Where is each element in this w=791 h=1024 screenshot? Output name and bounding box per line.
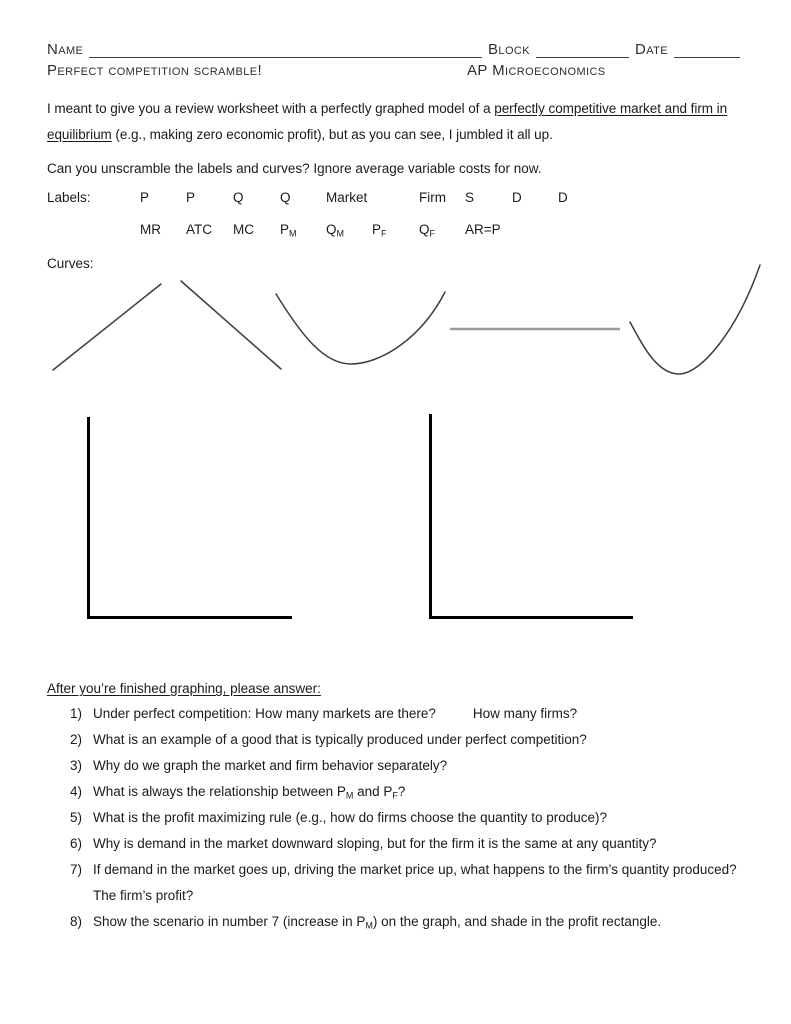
question-number: 4) <box>70 784 83 799</box>
label-pf: $P_F$ <box>372 222 387 239</box>
question-1 <box>47 701 747 727</box>
scrambled-curves-graphic <box>0 250 791 400</box>
question-5 <box>47 805 747 831</box>
worksheet-title: Perfect competition scramble! <box>47 62 263 79</box>
underlined-phrase-part1: perfectly competitive market and firm in <box>494 101 728 116</box>
question-number: 2) <box>70 732 83 747</box>
question-text: Under perfect competition: How many markets are there? How many firms? <box>93 706 578 721</box>
block-label: Block <box>488 41 530 58</box>
label-firm: Firm <box>419 190 446 205</box>
title-line <box>47 62 740 79</box>
label-q-1: Q <box>233 190 244 205</box>
course-name: AP Microeconomics <box>467 62 606 79</box>
label-p-1: P <box>140 190 150 205</box>
label-q-2: Q <box>280 190 291 205</box>
labels-section <box>0 190 791 242</box>
labels-caption: Labels: <box>47 190 91 205</box>
question-3 <box>47 753 747 779</box>
label-pm: $P_M$ <box>280 222 297 239</box>
intro-paragraph <box>47 96 747 147</box>
question-number: 1) <box>70 706 83 721</box>
date-blank-line <box>674 38 740 58</box>
label-p-2: P <box>186 190 196 205</box>
question-4 <box>47 779 747 805</box>
curves-caption: Curves: <box>47 256 94 271</box>
question-6 <box>47 831 747 857</box>
label-market: Market <box>326 190 368 205</box>
name-label: Name <box>47 41 84 58</box>
question-number: 6) <box>70 836 83 851</box>
name-block-date-line <box>47 38 740 58</box>
label-s: S <box>465 190 475 205</box>
demand-line-curve <box>181 281 281 369</box>
question-text: What is an example of a good that is typically produced under perfect competition? <box>93 732 587 747</box>
question-number: 3) <box>70 758 83 773</box>
firm-graph-axes <box>429 414 633 619</box>
market-graph-axes <box>87 417 292 619</box>
question-text: What is always the relationship between $P_M$ and $P_F$? <box>93 784 406 801</box>
question-text: Why is demand in the market downward sloping, but for the firm it is the same at any quantity? <box>93 836 657 851</box>
question-number: 7) <box>70 862 83 877</box>
question-text: Why do we graph the market and firm behavior separately? <box>93 758 448 773</box>
label-qm: $Q_M$ <box>326 222 345 239</box>
label-mc: MC <box>233 222 254 237</box>
u-shaped-atc-curve <box>276 292 445 364</box>
question-7 <box>47 857 747 909</box>
label-d-2: D <box>558 190 568 205</box>
question-7-line2: The firm’s profit? <box>93 888 194 903</box>
label-qf: $Q_F$ <box>419 222 436 239</box>
label-ar-equals-p: AR=P <box>465 222 501 237</box>
checkmark-mc-curve <box>630 265 760 374</box>
underlined-phrase-part2: equilibrium <box>47 126 112 142</box>
label-atc: ATC <box>186 222 212 237</box>
block-blank-line <box>536 38 629 58</box>
intro-line-2: equilibrium (e.g., making zero economic profit), but as you can see, I jumbled it all up. <box>47 126 553 142</box>
question-number: 8) <box>70 914 83 929</box>
label-mr: MR <box>140 222 161 237</box>
question-text: What is the profit maximizing rule (e.g., how do firms choose the quantity to produce)? <box>93 810 607 825</box>
intro-line-1: I meant to give you a review worksheet with a perfectly graphed model of a perfectly competitive market and firm in <box>47 101 728 116</box>
question-2 <box>47 727 747 753</box>
question-number: 5) <box>70 810 83 825</box>
question-text: If demand in the market goes up, driving the market price up, what happens to the firm’s quantity produced? The firm’s profit? <box>93 857 747 909</box>
label-d-1: D <box>512 190 522 205</box>
questions-section <box>47 678 747 935</box>
unscramble-instruction: Can you unscramble the labels and curves? Ignore average variable costs for now. <box>47 161 542 176</box>
date-label: Date <box>634 41 668 58</box>
questions-heading: After you’re finished graphing, please answer: <box>47 681 321 696</box>
name-blank-line <box>89 38 482 58</box>
supply-line-curve <box>53 284 161 370</box>
question-8 <box>47 909 747 935</box>
header <box>47 38 740 79</box>
question-text: Show the scenario in number 7 (increase in $P_M$) on the graph, and shade in the profit rectangle. <box>93 914 662 931</box>
